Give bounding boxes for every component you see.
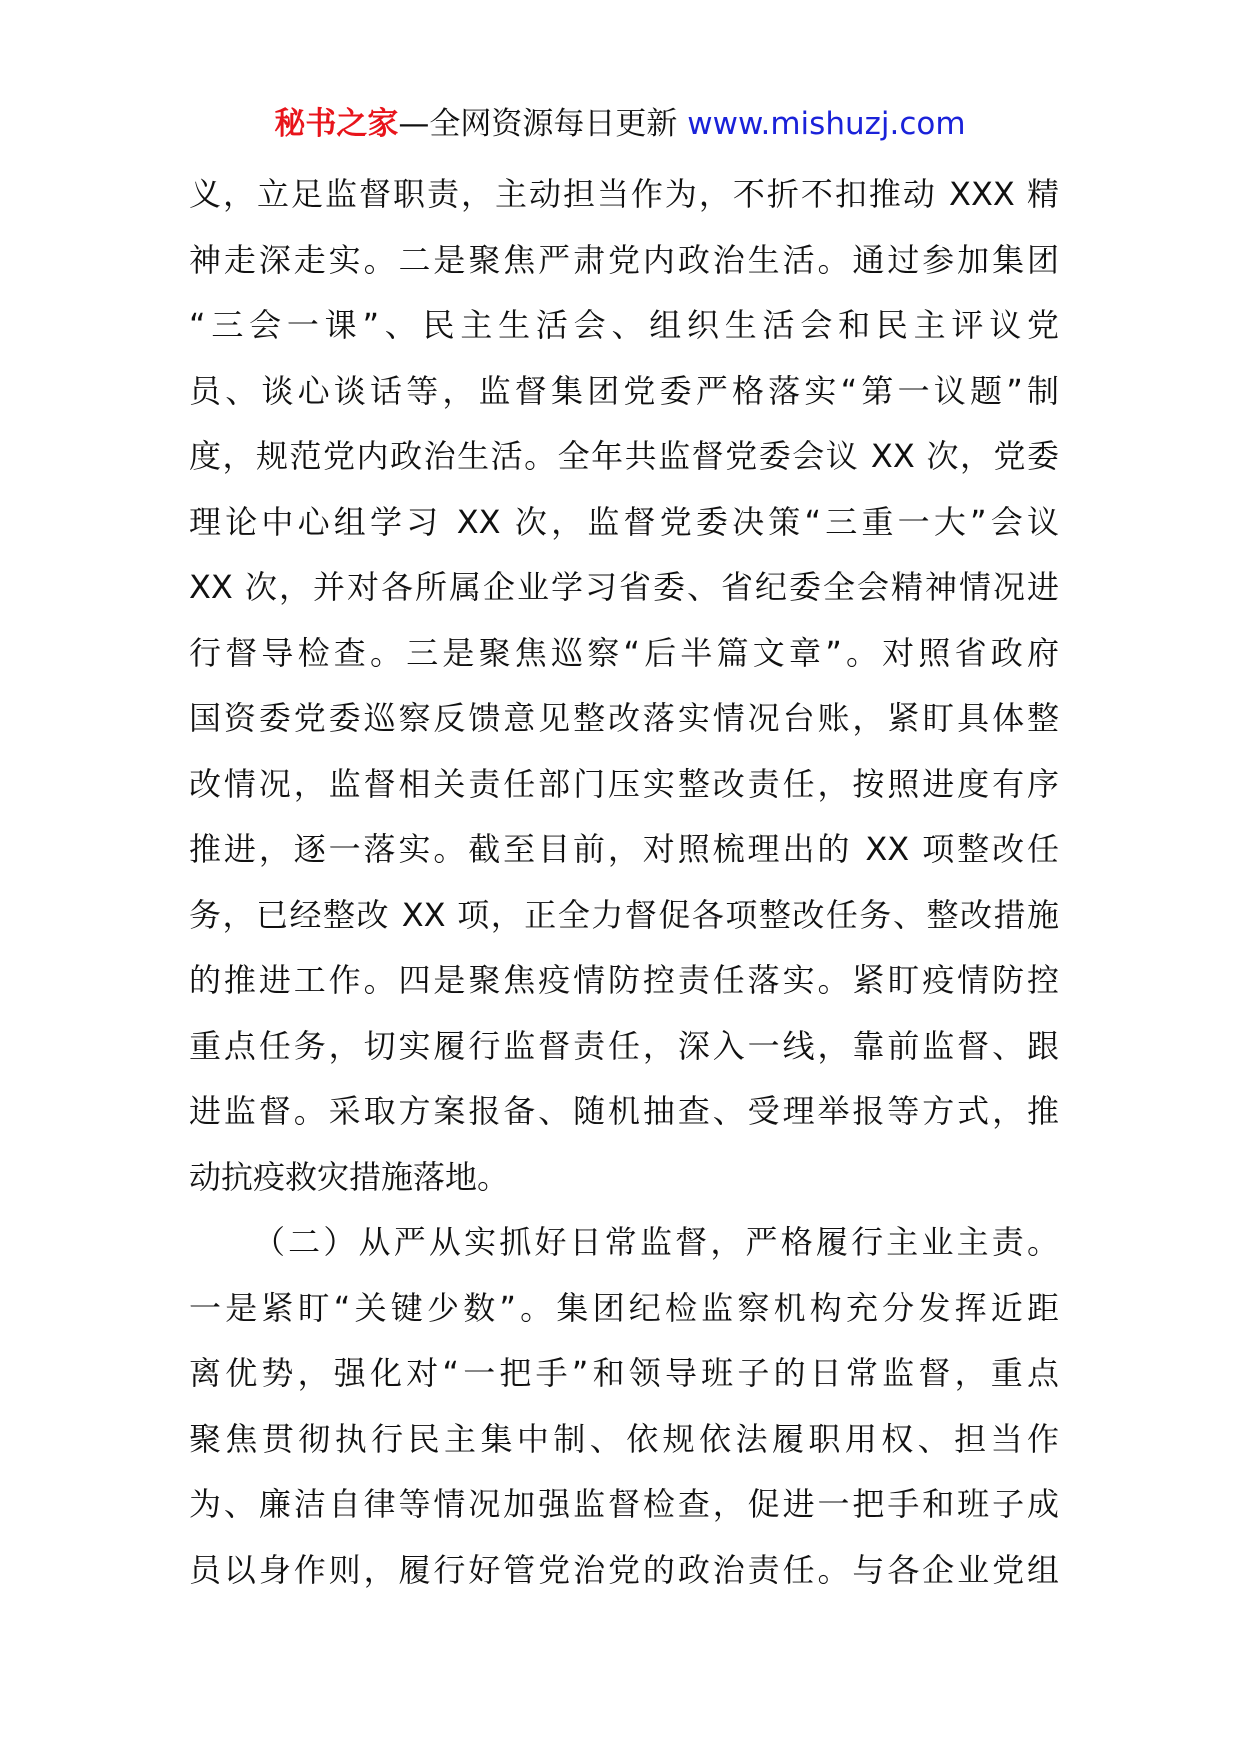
- text-line: 义，立足监督职责，主动担当作为，不折不扣推动 XXX 精: [189, 175, 1059, 213]
- site-slogan: —全网资源每日更新: [398, 106, 678, 142]
- text-line: 进监督。采取方案报备、随机抽查、受理举报等方式，推: [189, 1092, 1059, 1130]
- text-line: 理论中心组学习 XX 次，监督党委决策“三重一大”会议: [189, 502, 1059, 541]
- text-line: 度，规范党内政治生活。全年共监督党委会议 XX 次，党委: [189, 437, 1059, 475]
- site-url-link[interactable]: www.mishuzj.com: [687, 106, 966, 142]
- text-line: 为、廉洁自律等情况加强监督检查，促进一把手和班子成: [189, 1485, 1059, 1523]
- paragraph-1: [189, 162, 1059, 1210]
- text-line: 动抗疫救灾措施落地。: [189, 1157, 510, 1196]
- site-brand: 秘书之家: [274, 106, 399, 142]
- text-line: 聚焦贯彻执行民主集中制、依规依法履职用权、担当作: [189, 1419, 1059, 1458]
- text-line: XX 次，并对各所属企业学习省委、省纪委全会精神情况进: [189, 568, 1059, 606]
- text-line: 一是紧盯“关键少数”。集团纪检监察机构充分发挥近距: [189, 1288, 1059, 1327]
- paragraph-2: [189, 1210, 1059, 1603]
- site-header: [0, 100, 1240, 148]
- text-line: 离优势，强化对“一把手”和领导班子的日常监督，重点: [189, 1354, 1059, 1392]
- text-line: 改情况，监督相关责任部门压实整改责任，按照进度有序: [189, 764, 1059, 803]
- text-line: 重点任务，切实履行监督责任，深入一线，靠前监督、跟: [189, 1026, 1059, 1065]
- text-line: 神走深走实。二是聚焦严肃党内政治生活。通过参加集团: [189, 240, 1059, 279]
- text-line: 的推进工作。四是聚焦疫情防控责任落实。紧盯疫情防控: [189, 961, 1059, 999]
- document-body: [189, 162, 1059, 1603]
- text-line: “三会一课”、民主生活会、组织生活会和民主评议党: [189, 306, 1059, 344]
- section-heading-line: （二）从严从实抓好日常监督，严格履行主业主责。: [253, 1223, 1059, 1261]
- text-line: 国资委党委巡察反馈意见整改落实情况台账，紧盯具体整: [189, 699, 1059, 737]
- text-line: 员以身作则，履行好管党治党的政治责任。与各企业党组: [189, 1550, 1059, 1589]
- text-line: 行督导检查。三是聚焦巡察“后半篇文章”。对照省政府: [189, 633, 1059, 672]
- text-line: 推进，逐一落实。截至目前，对照梳理出的 XX 项整改任: [189, 830, 1059, 868]
- text-line: 员、谈心谈话等，监督集团党委严格落实“第一议题”制: [189, 371, 1059, 410]
- text-line: 务，已经整改 XX 项，正全力督促各项整改任务、整改措施: [189, 895, 1059, 934]
